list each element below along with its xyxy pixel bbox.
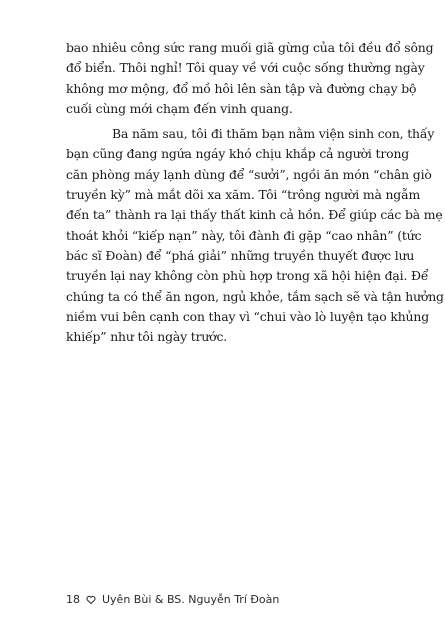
text-line: truyền lại nay không còn phù hợp trong xã hội hiện đại. Để: [66, 268, 429, 284]
text-line: bạn cũng đang ngứa ngáy khó chịu khắp cả người trong: [66, 146, 410, 162]
page-footer: [66, 593, 279, 606]
text-line: Ba năm sau, tôi đi thăm bạn nằm viện sinh con, thấy: [112, 126, 435, 142]
body-text: [66, 38, 444, 347]
page-number: 18: [66, 593, 80, 606]
text-line: cuối cùng mới chạm đến vinh quang.: [66, 100, 293, 116]
paragraph: [66, 124, 444, 347]
paragraph: [66, 38, 434, 119]
text-line: truyền kỳ” mà mắt dõi xa xăm. Tôi “trông người mà ngẫm: [66, 187, 421, 203]
text-line: đổ biển. Thôi nghỉ! Tôi quay về với cuộc sống thường ngày: [66, 60, 425, 76]
text-line: khiếp” như tôi ngày trước.: [66, 329, 228, 345]
author-names: Uyên Bùi & BS. Nguyễn Trí Đoàn: [102, 593, 280, 606]
heart-icon: [86, 595, 96, 605]
text-line: thoát khỏi “kiếp nạn” này, tôi đành đi gặp “cao nhân” (tức: [66, 227, 422, 243]
text-line: căn phòng máy lạnh dùng để “sưởi”, ngồi ăn món “chân giò: [66, 166, 432, 182]
text-line: bác sĩ Đoàn) để “phá giải” những truyền thuyết được lưu: [66, 247, 415, 263]
text-line: niềm vui bên cạnh con thay vì “chui vào lò luyện tạo khủng: [66, 308, 429, 324]
text-line: bao nhiêu công sức rang muối giã gừng của tôi đều đổ sông: [66, 40, 434, 55]
text-line: đến ta” thành ra lại thấy thất kinh cả hồn. Để giúp các bà mẹ: [66, 207, 443, 223]
text-line: chúng ta có thể ăn ngon, ngủ khỏe, tắm sạch sẽ và tận hưởng: [66, 288, 444, 304]
text-line: không mơ mộng, đổ mồ hôi lên sàn tập và đường chạy bộ: [66, 80, 417, 96]
